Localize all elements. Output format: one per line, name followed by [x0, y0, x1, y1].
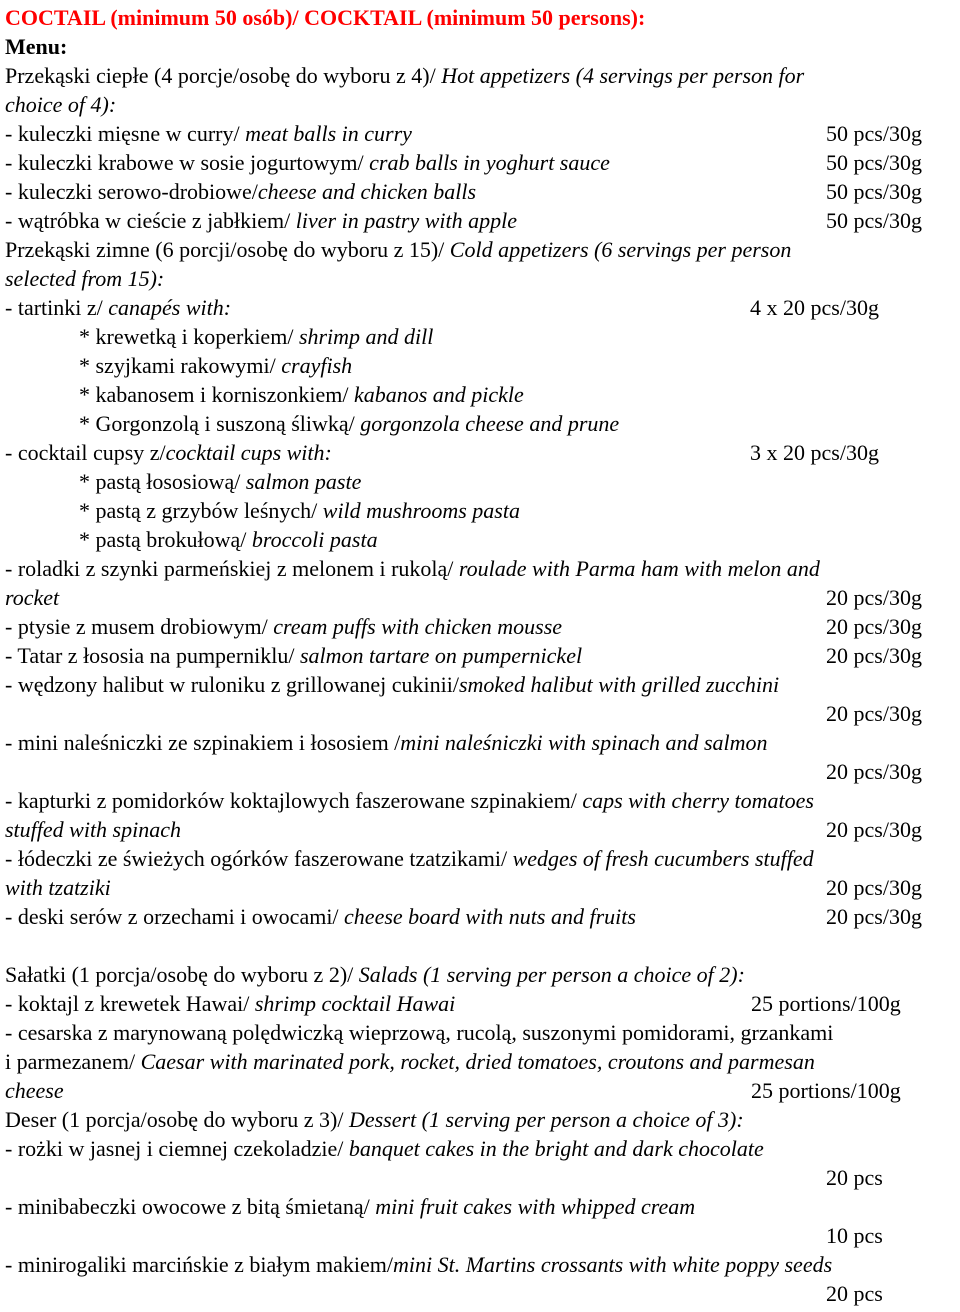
caesar-item-cont2: cheese — [5, 1078, 64, 1103]
sub-pl: * pastą łososiową/ — [79, 469, 246, 494]
item-en: crab balls in yoghurt sauce — [369, 150, 610, 175]
wedges-item — [5, 844, 814, 873]
caps-item — [5, 786, 814, 815]
item-pl: - ptysie z musem drobiowym/ — [5, 614, 274, 639]
item-en: caps with cherry tomatoes — [582, 788, 814, 813]
tartare-qty: 20 pcs/30g — [826, 643, 922, 668]
hot-item-qty: 50 pcs/30g — [826, 179, 922, 204]
caps-qty: 20 pcs/30g — [826, 817, 922, 842]
caesar-item-cont — [5, 1047, 815, 1076]
item-en: Caesar with marinated pork, rocket, dried tomatoes, croutons and parmesan — [140, 1049, 815, 1074]
cup-sub-item — [79, 467, 361, 496]
hot-item — [5, 119, 412, 148]
hot-item — [5, 177, 476, 206]
canape-sub-item — [79, 351, 352, 380]
menu-label: Menu: — [5, 34, 68, 59]
tartare-item — [5, 641, 582, 670]
cup-sub-item — [79, 496, 520, 525]
halibut-item — [5, 670, 779, 699]
cheese-item — [5, 902, 636, 931]
hot-heading-pl: Przekąski ciepłe (4 porcje/osobę do wyboru z 4)/ — [5, 63, 442, 88]
item-en: banquet cakes in the bright and dark chocolate — [348, 1136, 764, 1161]
item-pl: - minibabeczki owocowe z bitą śmietaną/ — [5, 1194, 376, 1219]
canape-sub-item — [79, 322, 433, 351]
canape-sub-item — [79, 409, 619, 438]
cold-heading-en: Cold appetizers (6 servings per person — [449, 237, 792, 262]
item-pl: - rożki w jasnej i ciemnej czekoladzie/ — [5, 1136, 349, 1161]
canapes-qty: 4 x 20 pcs/30g — [750, 295, 879, 320]
sub-en: wild mushrooms pasta — [322, 498, 520, 523]
caps-item-cont: stuffed with spinach — [5, 817, 181, 842]
dessert-qty: 10 pcs — [826, 1223, 883, 1248]
item-en: mini St. Martins crossants with white poppy seeds — [392, 1252, 833, 1277]
salads-heading — [5, 960, 745, 989]
caesar-qty: 25 portions/100g — [751, 1078, 901, 1103]
pancakes-item — [5, 728, 768, 757]
salads-heading-pl: Sałatki (1 porcja/osobę do wyboru z 2)/ — [5, 962, 359, 987]
hot-heading-cont: choice of 4): — [5, 92, 117, 117]
hot-heading — [5, 61, 804, 90]
wedges-qty: 20 pcs/30g — [826, 875, 922, 900]
salads-heading-en: Salads (1 serving per person a choice of 2): — [358, 962, 745, 987]
item-pl: - łódeczki ze świeżych ogórków faszerowane tzatzikami/ — [5, 846, 513, 871]
cold-heading — [5, 235, 791, 264]
cheese-qty: 20 pcs/30g — [826, 904, 922, 929]
item-pl: - tartinki z/ — [5, 295, 109, 320]
item-en: cream puffs with chicken mousse — [273, 614, 563, 639]
item-pl: - kuleczki krabowe w sosie jogurtowym/ — [5, 150, 370, 175]
item-en: mini naleśniczki with spinach and salmon — [400, 730, 768, 755]
dessert-item — [5, 1250, 832, 1279]
wedges-item-cont: with tzatziki — [5, 875, 111, 900]
sub-en: crayfish — [281, 353, 353, 378]
sub-en: gorgonzola cheese and prune — [360, 411, 620, 436]
roulade-item-cont: rocket — [5, 585, 60, 610]
item-en: wedges of fresh cucumbers stuffed — [512, 846, 814, 871]
item-pl: - kapturki z pomidorków koktajlowych faszerowane szpinakiem/ — [5, 788, 583, 813]
canapes-item — [5, 293, 231, 322]
sub-pl: * krewetką i koperkiem/ — [79, 324, 299, 349]
item-en: shrimp cocktail Hawai — [254, 991, 456, 1016]
cups-item — [5, 438, 332, 467]
item-pl: - deski serów z orzechami i owocami/ — [5, 904, 345, 929]
item-en: cheese board with nuts and fruits — [344, 904, 636, 929]
caesar-item: - cesarska z marynowaną polędwiczką wieprzową, rucolą, suszonymi pomidorami, grzankami — [5, 1020, 834, 1045]
sub-en: kabanos and pickle — [353, 382, 524, 407]
sub-pl: * kabanosem i korniszonkiem/ — [79, 382, 354, 407]
dessert-qty: 20 pcs — [826, 1165, 883, 1190]
dessert-heading-pl: Deser (1 porcja/osobę do wyboru z 3)/ — [5, 1107, 349, 1132]
item-pl: - wędzony halibut w ruloniku z grillowanej cukinii/ — [5, 672, 459, 697]
sub-en: broccoli pasta — [251, 527, 378, 552]
dessert-item — [5, 1192, 695, 1221]
item-pl: - koktajl z krewetek Hawai/ — [5, 991, 255, 1016]
sub-pl: * Gorgonzolą i suszoną śliwką/ — [79, 411, 361, 436]
sub-pl: * pastą brokułową/ — [79, 527, 252, 552]
item-en: salmon tartare on pumpernickel — [299, 643, 583, 668]
hot-item — [5, 206, 517, 235]
cold-heading-cont: selected from 15): — [5, 266, 165, 291]
item-en: canapés with: — [108, 295, 232, 320]
item-en: cheese and chicken balls — [257, 179, 476, 204]
hot-item-qty: 50 pcs/30g — [826, 150, 922, 175]
cup-sub-item — [79, 525, 378, 554]
item-pl: - minirogaliki marcińskie z białym makiem/ — [5, 1252, 393, 1277]
dessert-heading-en: Dessert (1 serving per person a choice of 3): — [348, 1107, 744, 1132]
dessert-heading — [5, 1105, 744, 1134]
sub-pl: * szyjkami rakowymi/ — [79, 353, 282, 378]
sub-en: salmon paste — [245, 469, 362, 494]
roulade-qty: 20 pcs/30g — [826, 585, 922, 610]
dessert-item — [5, 1134, 764, 1163]
item-en: meat balls in curry — [245, 121, 412, 146]
shrimp-salad-qty: 25 portions/100g — [751, 991, 901, 1016]
dessert-qty: 20 pcs — [826, 1281, 883, 1306]
canape-sub-item — [79, 380, 524, 409]
item-en: liver in pastry with apple — [295, 208, 517, 233]
item-pl: - mini naleśniczki ze szpinakiem i łososiem / — [5, 730, 401, 755]
pancakes-qty: 20 pcs/30g — [826, 759, 922, 784]
item-en: mini fruit cakes with whipped cream — [375, 1194, 696, 1219]
item-pl: i parmezanem/ — [5, 1049, 141, 1074]
roulade-item — [5, 554, 820, 583]
item-en: roulade with Parma ham with melon and — [458, 556, 820, 581]
cold-heading-pl: Przekąski zimne (6 porcji/osobę do wyboru z 15)/ — [5, 237, 450, 262]
halibut-qty: 20 pcs/30g — [826, 701, 922, 726]
puffs-item — [5, 612, 562, 641]
hot-heading-en: Hot appetizers (4 servings per person for — [441, 63, 805, 88]
item-en: smoked halibut with grilled zucchini — [458, 672, 780, 697]
item-pl: - roladki z szynki parmeńskiej z melonem i rukolą/ — [5, 556, 459, 581]
item-en: cocktail cups with: — [165, 440, 332, 465]
hot-item — [5, 148, 610, 177]
hot-item-qty: 50 pcs/30g — [826, 208, 922, 233]
item-pl: - kuleczki mięsne w curry/ — [5, 121, 246, 146]
shrimp-salad-item — [5, 989, 455, 1018]
item-pl: - Tatar z łososia na pumperniklu/ — [5, 643, 300, 668]
hot-item-qty: 50 pcs/30g — [826, 121, 922, 146]
sub-pl: * pastą z grzybów leśnych/ — [79, 498, 323, 523]
item-pl: - wątróbka w cieście z jabłkiem/ — [5, 208, 296, 233]
puffs-qty: 20 pcs/30g — [826, 614, 922, 639]
document-title: COCTAIL (minimum 50 osób)/ COCKTAIL (minimum 50 persons): — [5, 5, 646, 30]
cups-qty: 3 x 20 pcs/30g — [750, 440, 879, 465]
sub-en: shrimp and dill — [298, 324, 434, 349]
item-pl: - cocktail cupsy z/ — [5, 440, 166, 465]
item-pl: - kuleczki serowo-drobiowe/ — [5, 179, 258, 204]
